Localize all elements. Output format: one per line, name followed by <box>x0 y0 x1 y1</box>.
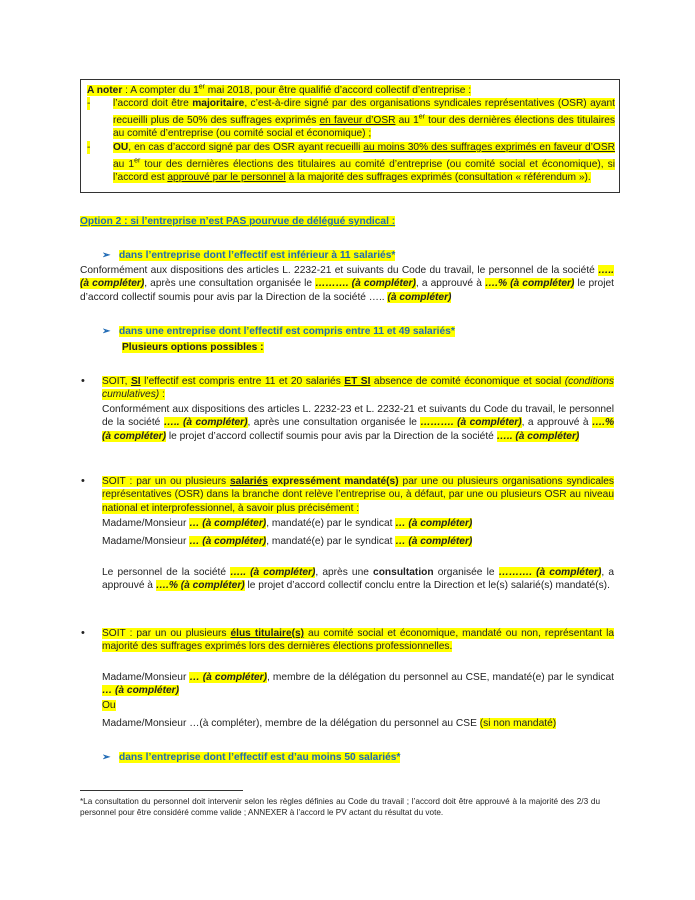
options-possible-label: Plusieurs options possibles : <box>122 342 264 353</box>
option-a-intro: SOIT, SI l’effectif est compris entre 11 et 20 salariés ET SI absence de comité économique et social (conditions cumulatives) : <box>102 376 615 401</box>
arrow-bullet-icon: ➢ <box>102 752 111 763</box>
option-c-line-2: Madame/Monsieur …(à compléter), membre de la délégation du personnel au CSE (si non mandaté) <box>102 718 557 729</box>
option-c-ou: Ou <box>102 700 116 711</box>
arrow-bullet-icon: ➢ <box>102 326 111 337</box>
section-11-49-heading: ➢ dans une entreprise dont l’effectif est compris entre 11 et 49 salariés* <box>102 326 455 337</box>
option-c-line-1: Madame/Monsieur … (à compléter), membre de la délégation du personnel au CSE, mandaté(e) par le syndicat … (à compléter) <box>102 672 614 697</box>
option2-heading: Option 2 : si l’entreprise n’est PAS pourvue de délégué syndical : <box>80 216 396 227</box>
option-b-line-2: Madame/Monsieur … (à compléter), mandaté(e) par le syndicat … (à compléter) <box>102 536 473 547</box>
bullet-icon: • <box>81 627 85 639</box>
bullet-icon: • <box>81 375 85 387</box>
note-box <box>80 79 620 193</box>
footnote: *La consultation du personnel doit intervenir selon les règles définies au Code du travail ; l’accord doit être approuvé à la majorité des 2/3 du personnel pour être considéré comme valide ; ANNEXER à l’accord le PV actant du résultat du vote. <box>80 797 600 817</box>
section-lt11-heading: ➢ dans l’entreprise dont l’effectif est inférieur à 11 salariés* <box>102 250 396 261</box>
note-title: A noter : A compter du 1er mai 2018, pour être qualifié d’accord collectif d’entreprise : <box>87 84 472 97</box>
section-lt11-paragraph: Conformément aux dispositions des articles L. 2232-21 et suivants du Code du travail, le personnel de la société ….. (à compléter), après une consultation organisée le ………. (à compléter), a approuvé à ….% (à compléter) le projet d’accord collectif soumis pour avis par la Direction de la société ….. (à compléter) <box>80 265 614 303</box>
footnote-divider <box>80 790 243 791</box>
option-c-intro: SOIT : par un ou plusieurs élus titulaire(s) au comité social et économique, mandaté ou non, représentant la majorité des suffrages exprimés lors des dernières élections professionnelles. <box>102 628 615 653</box>
option-b-line-1: Madame/Monsieur … (à compléter), mandaté(e) par le syndicat … (à compléter) <box>102 518 473 529</box>
arrow-bullet-icon: ➢ <box>102 250 111 261</box>
note-item-ou: - OU, en cas d’accord signé par des OSR ayant recueilli au moins 30% des suffrages exprimés en faveur d’OSR au 1er tour des dernières élections des titulaires au comité d’entreprise (ou comité social et économique), si l’accord est approuvé par le personnel à la majorité des suffrages exprimés (consultation « référendum »). <box>87 142 616 184</box>
option-b-paragraph: Le personnel de la société ….. (à compléter), après une consultation organisée le ………. (à compléter), a approuvé à ….% (à compléter) le projet d’accord collectif conclu entre la Direction et le(s) salarié(s) mandaté(s). <box>102 567 614 592</box>
option-a-paragraph: Conformément aux dispositions des articles L. 2232-23 et L. 2232-21 et suivants du Code du travail, le personnel de la société ….. (à compléter), après une consultation organisée le ………. (à compléter), a approuvé à ….% (à compléter) le projet d’accord collectif soumis pour avis par la Direction de la société ….. (à compléter) <box>102 404 615 442</box>
option-b-intro: SOIT : par un ou plusieurs salariés expressément mandaté(s) par une ou plusieurs organisations syndicales représentatives (OSR) dans la branche dont relève l’entreprise ou, à défaut, par une ou plusieurs OSR au niveau national et interprofessionnel, à savoir plus précisément : <box>102 476 615 514</box>
bullet-icon: • <box>81 475 85 487</box>
note-item-majoritaire: - l’accord doit être majoritaire, c’est-à-dire signé par des organisations syndicales représentatives (OSR) ayant recueilli plus de 50% des suffrages exprimés en faveur d’OSR au 1er tour des dernières élections des titulaires au comité d’entreprise (ou comité social et économique) ; <box>87 98 616 140</box>
section-50-heading: ➢ dans l’entreprise dont l’effectif est d’au moins 50 salariés* <box>102 752 401 763</box>
